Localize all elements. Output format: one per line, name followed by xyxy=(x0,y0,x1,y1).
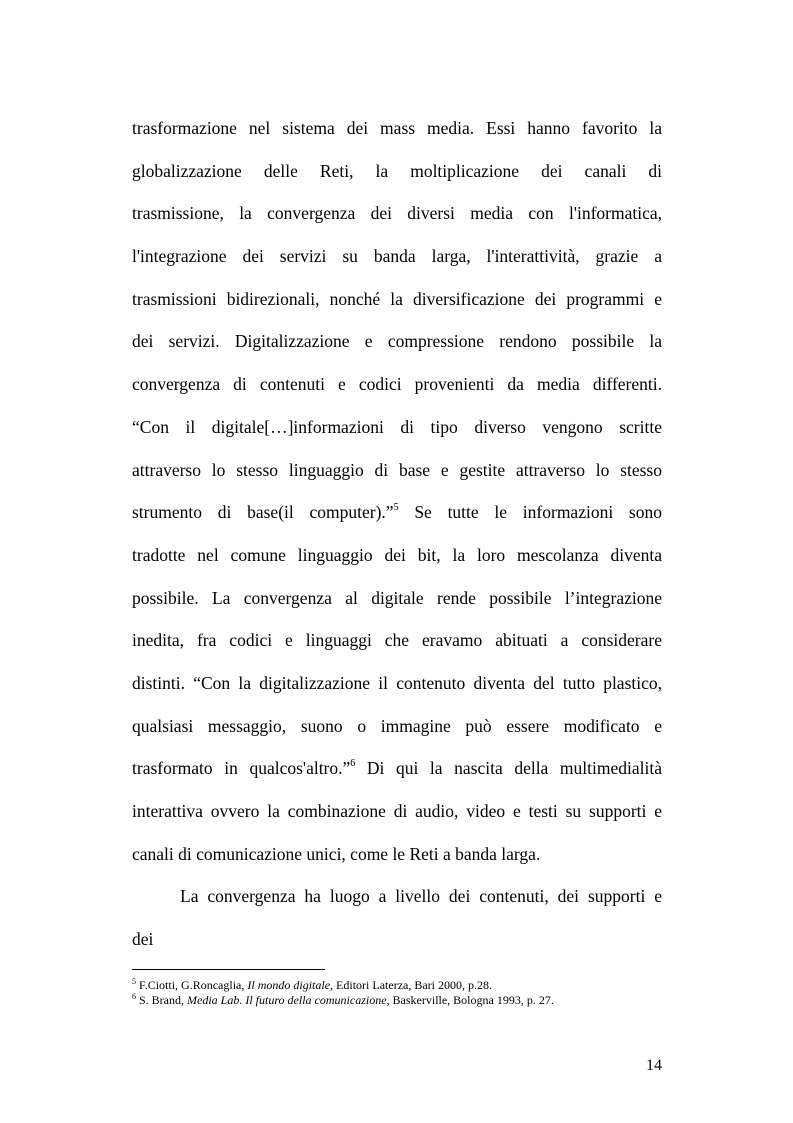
footnote-ref-5: 5 xyxy=(393,502,399,514)
text-line: tradotte nel comune linguaggio dei bit, la loro mescolanza diventa xyxy=(132,544,662,565)
text-line xyxy=(132,491,662,534)
footnote-text: F.Ciotti, G.Roncaglia, xyxy=(136,978,248,992)
text-line: dei servizi. Digitalizzazione e compressione rendono possibile la xyxy=(132,331,662,352)
text-line: canali di comunicazione unici, come le Reti a banda larga. xyxy=(132,843,541,864)
body-text xyxy=(132,107,662,961)
footnote-number: 6 xyxy=(132,992,136,1001)
text-fragment: Di qui la nascita della multimedialità xyxy=(355,758,662,779)
text-line: trasmissioni bidirezionali, nonché la diversificazione dei programmi e xyxy=(132,288,662,309)
footnote-text: , Editori Laterza, Bari 2000, p.28. xyxy=(330,978,492,992)
text-fragment: strumento di base(il computer).” xyxy=(132,502,394,523)
text-line: inedita, fra codici e linguaggi che eravamo abituati a considerare xyxy=(132,630,662,651)
text-line: convergenza di contenuti e codici provenienti da media differenti. xyxy=(132,374,662,395)
text-line: qualsiasi messaggio, suono o immagine può essere modificato e xyxy=(132,715,662,736)
footnote-6 xyxy=(132,993,692,1008)
text-fragment: trasformato in qualcos'altro.” xyxy=(132,758,351,779)
footnote-text: S. Brand, xyxy=(136,993,187,1007)
text-line: “Con il digitale[…]informazioni di tipo diverso vengono scritte xyxy=(132,416,662,437)
text-fragment: Se tutte le informazioni sono xyxy=(398,502,662,523)
footnote-separator xyxy=(132,969,325,970)
text-line: trasmissione, la convergenza dei diversi media con l'informatica, xyxy=(132,203,662,224)
footnote-ref-6: 6 xyxy=(350,758,356,770)
text-line: dei xyxy=(132,929,154,950)
footnotes xyxy=(132,978,692,1008)
page-number: 14 xyxy=(646,1057,662,1074)
footnote-number: 5 xyxy=(132,977,136,986)
footnote-text: Baskerville, Bologna 1993, p. 27. xyxy=(389,993,554,1007)
text-line: l'integrazione dei servizi su banda larga, l'interattività, grazie a xyxy=(132,246,662,267)
text-line: interattiva ovvero la combinazione di audio, video e testi su supporti e xyxy=(132,801,662,821)
text-line: trasformazione nel sistema dei mass media. Essi hanno favorito la xyxy=(132,118,662,138)
text-line xyxy=(132,747,662,790)
text-line: globalizzazione delle Reti, la moltiplicazione dei canali di xyxy=(132,160,662,181)
text-line: La convergenza ha luogo a livello dei contenuti, dei supporti e xyxy=(180,886,662,907)
footnote-5 xyxy=(132,978,692,993)
text-line: distinti. “Con la digitalizzazione il contenuto diventa del tutto plastico, xyxy=(132,672,662,693)
text-line: attraverso lo stesso linguaggio di base e gestite attraverso lo stesso xyxy=(132,459,662,480)
footnote-title: Il mondo digitale xyxy=(247,978,331,992)
footnote-title: Media Lab. Il futuro della comunicazione, xyxy=(187,993,390,1007)
text-line: possibile. La convergenza al digitale rende possibile l’integrazione xyxy=(132,587,662,608)
